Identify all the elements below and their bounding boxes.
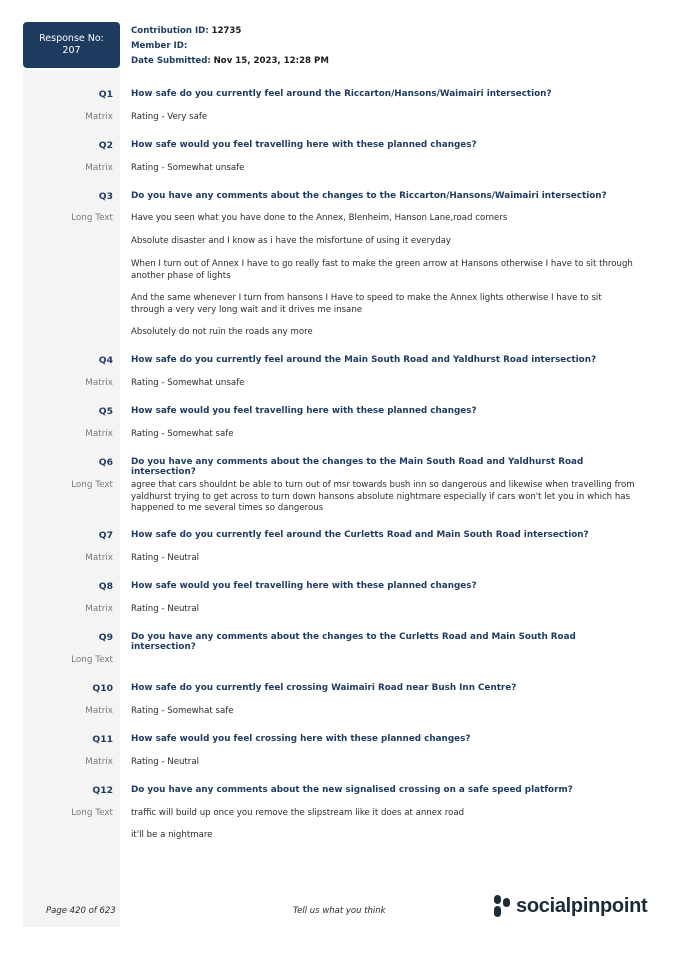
answer-text: agree that cars shouldnt be able to turn out of msr towards bush inn so dangerous and likewise when travelling from yaldhurst trying to get across to turn down hansons absolute nightmare especially if cars won't let you in which has happened to me several times so dangerous xyxy=(131,480,635,513)
answer-type: Matrix xyxy=(85,112,113,122)
brand-logo xyxy=(492,893,647,919)
contribution-row xyxy=(131,24,329,39)
date-value: Nov 15, 2023, 12:28 PM xyxy=(213,56,329,66)
question-text: How safe do you currently feel around the Main South Road and Yaldhurst Road intersection? xyxy=(131,355,597,365)
question-number: Q3 xyxy=(98,191,113,202)
answer-text: And the same whenever I turn from hansons I Have to speed to make the Annex lights otherwise I have to sit through a very very long wait and it drives me insane xyxy=(131,293,602,315)
date-row xyxy=(131,54,329,69)
question-text: Do you have any comments about the changes to the Curletts Road and Main South Road intersection? xyxy=(131,632,576,652)
question-number: Q11 xyxy=(92,734,113,745)
answer-text: Absolute disaster and I know as i have the misfortune of using it everyday xyxy=(131,236,451,246)
answer-text: Rating - Somewhat unsafe xyxy=(131,163,245,173)
submission-meta xyxy=(131,24,329,69)
question-number: Q4 xyxy=(98,355,113,366)
question-number: Q2 xyxy=(98,140,113,151)
question-text: Do you have any comments about the changes to the Main South Road and Yaldhurst Road intersection? xyxy=(131,457,584,477)
answer-text: Rating - Neutral xyxy=(131,553,199,563)
question-number: Q8 xyxy=(98,581,113,592)
answer-text: Rating - Neutral xyxy=(131,757,199,767)
question-text: How safe do you currently feel crossing Waimairi Road near Bush Inn Centre? xyxy=(131,683,517,693)
answer-type: Long Text xyxy=(71,655,113,665)
question-text: Do you have any comments about the new signalised crossing on a safe speed platform? xyxy=(131,785,573,795)
answer-text: it'll be a nightmare xyxy=(131,830,213,840)
question-text: Do you have any comments about the changes to the Riccarton/Hansons/Waimairi intersection? xyxy=(131,191,607,201)
answer-type: Long Text xyxy=(71,213,113,223)
answer-type: Matrix xyxy=(85,706,113,716)
answer-type: Matrix xyxy=(85,757,113,767)
answer-type: Matrix xyxy=(85,604,113,614)
date-label: Date Submitted: xyxy=(131,56,211,66)
answer-type: Long Text xyxy=(71,808,113,818)
response-label: Response No: xyxy=(39,33,104,44)
pin-logo-icon xyxy=(492,893,512,919)
response-number: 207 xyxy=(62,45,81,56)
question-number: Q12 xyxy=(92,785,113,796)
question-text: How safe would you feel travelling here with these planned changes? xyxy=(131,406,477,416)
question-text: How safe would you feel travelling here with these planned changes? xyxy=(131,140,477,150)
question-number: Q7 xyxy=(98,530,113,541)
question-text: How safe do you currently feel around the Curletts Road and Main South Road intersection? xyxy=(131,530,589,540)
answer-text: Rating - Neutral xyxy=(131,604,199,614)
answer-type: Matrix xyxy=(85,378,113,388)
question-number: Q6 xyxy=(98,457,113,468)
footer-tagline: Tell us what you think xyxy=(293,906,386,916)
answer-type: Matrix xyxy=(85,163,113,173)
response-badge xyxy=(23,22,120,68)
contribution-label: Contribution ID: xyxy=(131,26,209,36)
answer-type: Matrix xyxy=(85,553,113,563)
answer-text: Rating - Somewhat unsafe xyxy=(131,378,245,388)
answer-text: Rating - Somewhat safe xyxy=(131,706,234,716)
question-number: Q1 xyxy=(98,89,113,100)
question-number: Q10 xyxy=(92,683,113,694)
answer-text: Absolutely do not ruin the roads any more xyxy=(131,327,313,337)
answer-text: Have you seen what you have done to the Annex, Blenheim, Hanson Lane,road corners xyxy=(131,213,508,223)
answer-text: traffic will build up once you remove the slipstream like it does at annex road xyxy=(131,808,465,818)
answer-type: Long Text xyxy=(71,480,113,490)
answer-text: Rating - Somewhat safe xyxy=(131,429,234,439)
answer-type: Matrix xyxy=(85,429,113,439)
brand-name: socialpinpoint xyxy=(516,894,648,917)
question-text: How safe do you currently feel around the Riccarton/Hansons/Waimairi intersection? xyxy=(131,89,552,99)
answer-text: When I turn out of Annex I have to go really fast to make the green arrow at Hansons otherwise I have to sit through another phase of lights xyxy=(131,259,633,281)
question-text: How safe would you feel travelling here with these planned changes? xyxy=(131,581,477,591)
question-number: Q9 xyxy=(98,632,113,643)
member-label: Member ID: xyxy=(131,41,188,51)
member-row xyxy=(131,39,329,54)
page-number: Page 420 of 623 xyxy=(46,906,116,916)
question-number: Q5 xyxy=(98,406,113,417)
question-text: How safe would you feel crossing here with these planned changes? xyxy=(131,734,471,744)
answer-text: Rating - Very safe xyxy=(131,112,208,122)
contribution-id: 12735 xyxy=(211,26,242,36)
